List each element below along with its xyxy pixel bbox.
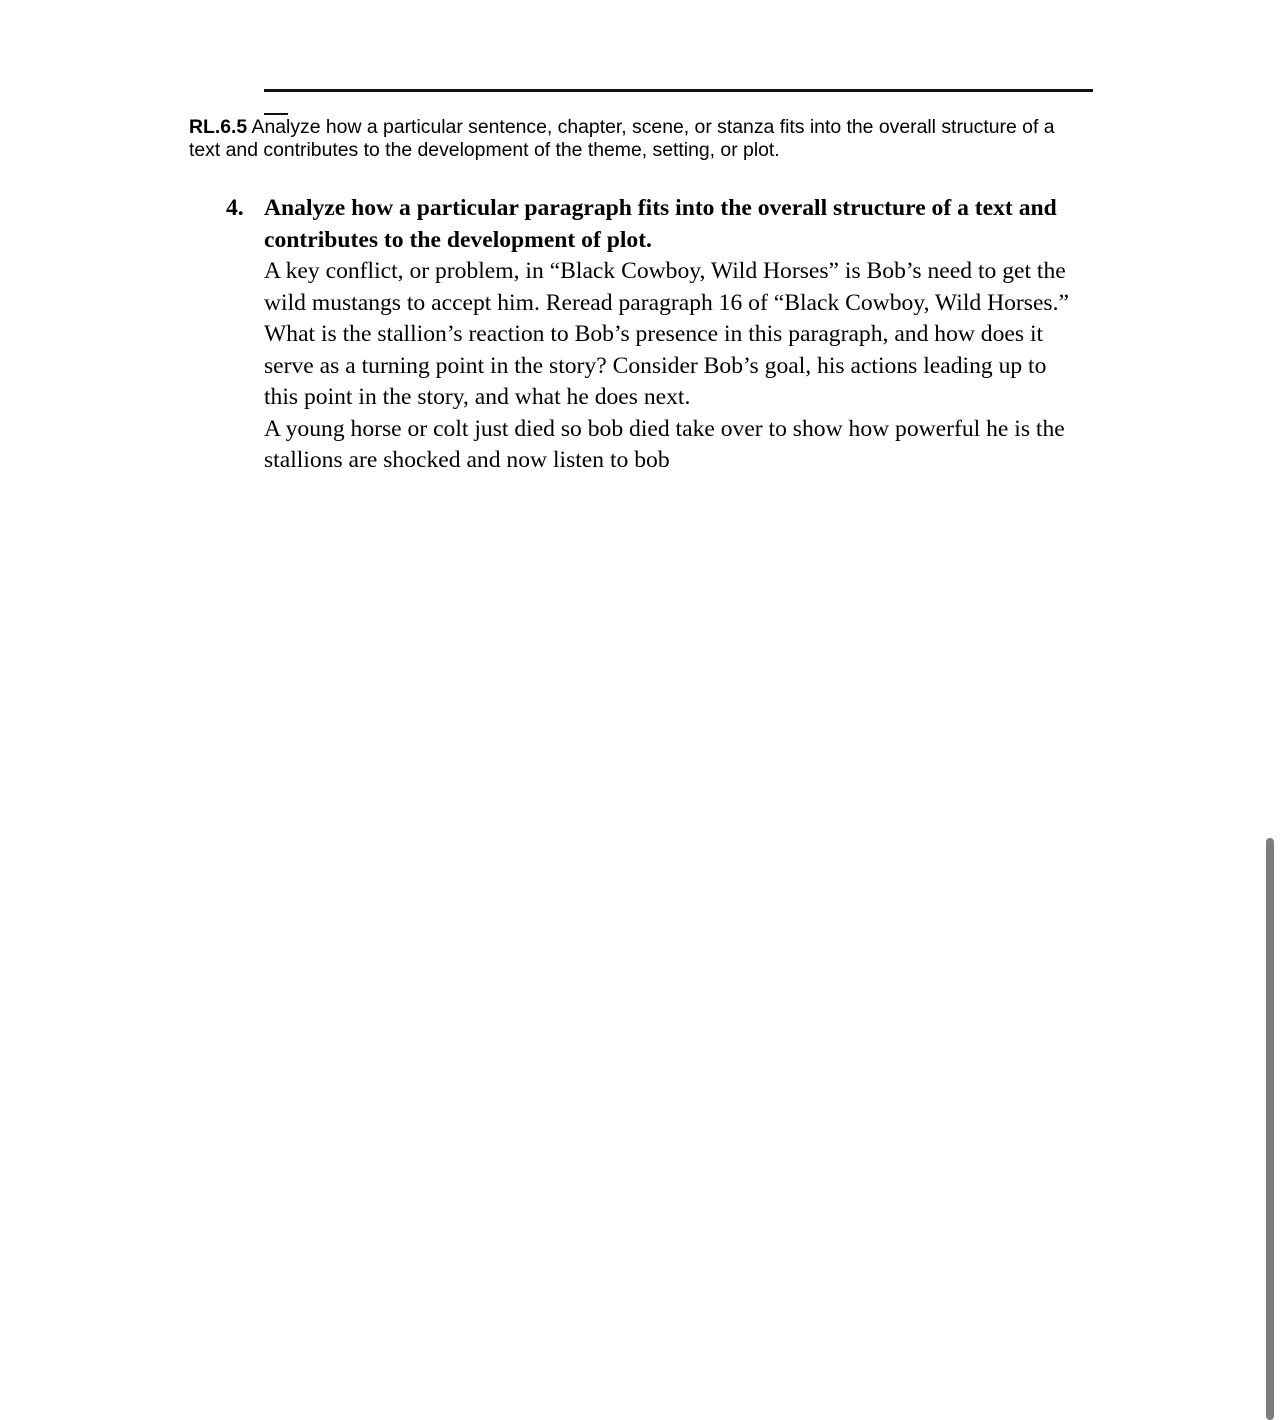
question-body <box>264 193 1086 477</box>
scrollbar-thumb[interactable] <box>1266 838 1274 1420</box>
answer-line-tail <box>264 113 288 115</box>
standard-code: RL.6.5 <box>189 116 248 138</box>
answer-line <box>264 89 1093 92</box>
student-answer[interactable]: A young horse or colt just died so bob died take over to show how powerful he is the stallions are shocked and now listen to bob <box>264 415 1065 473</box>
standard-statement <box>189 116 1069 162</box>
question-prompt: A key conflict, or problem, in “Black Cowboy, Wild Horses” is Bob’s need to get the wild mustangs to accept him. Reread paragraph 16 of “Black Cowboy, Wild Horses.” What is the stallion’s reaction to Bob’s presence in this paragraph, and how does it serve as a turning point in the story? Consider Bob’s goal, his actions leading up to this point in the story, and what he does next. <box>264 258 1069 410</box>
question-number: 4. <box>226 195 244 221</box>
question-heading: Analyze how a particular paragraph fits into the overall structure of a text and contributes to the development of plot. <box>264 195 1057 253</box>
question-4 <box>226 193 1086 477</box>
standard-text: Analyze how a particular sentence, chapter, scene, or stanza fits into the overall structure of a text and contributes to the development of the theme, setting, or plot. <box>189 116 1055 161</box>
